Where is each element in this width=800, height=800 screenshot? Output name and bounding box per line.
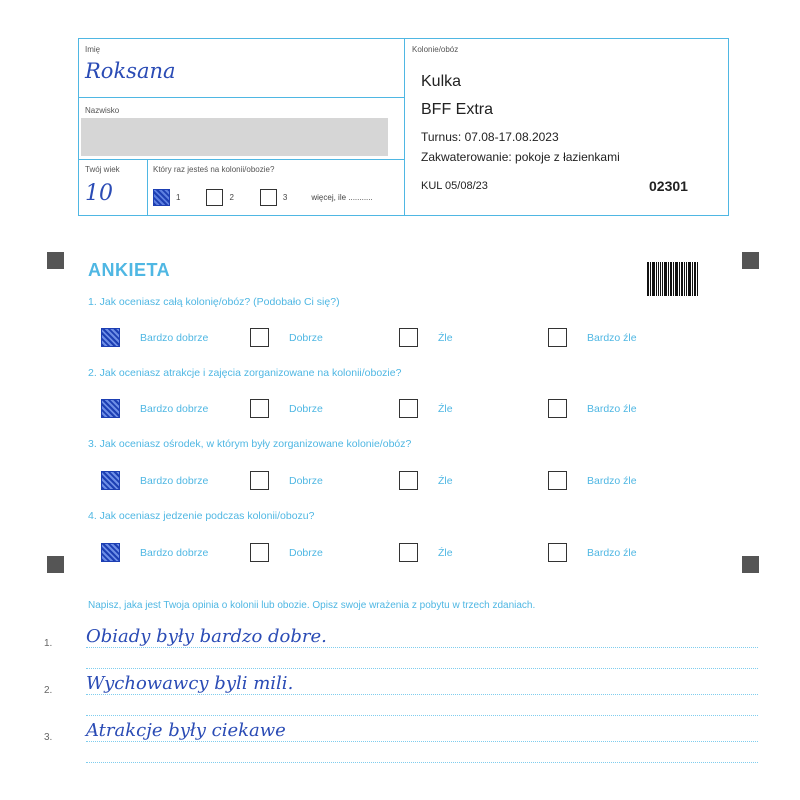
writing-line <box>86 668 758 669</box>
line-number: 2. <box>44 685 53 696</box>
checkbox[interactable] <box>548 471 567 490</box>
option-good[interactable] <box>250 328 323 347</box>
option-very-bad[interactable] <box>548 471 637 490</box>
times-checkbox-2[interactable] <box>206 189 223 206</box>
writing-line <box>86 741 758 742</box>
lodging-info: Zakwaterowanie: pokoje z łazienkami <box>421 150 620 164</box>
times-label: Który raz jesteś na kolonii/obozie? <box>153 165 275 174</box>
option-label: Dobrze <box>289 474 323 487</box>
divider <box>79 159 404 160</box>
times-checkbox-3[interactable] <box>260 189 277 206</box>
option-label: Bardzo źle <box>587 474 637 487</box>
option-label: Bardzo źle <box>587 402 637 415</box>
option-very-good[interactable] <box>101 543 208 562</box>
option-good[interactable] <box>250 399 323 418</box>
checkbox[interactable] <box>399 543 418 562</box>
option-label: Bardzo dobrze <box>140 331 209 344</box>
name-value[interactable]: Roksana <box>85 59 176 83</box>
times-options <box>153 185 373 209</box>
option-bad[interactable] <box>399 471 453 490</box>
option-label: Źle <box>438 474 453 487</box>
age-value[interactable]: 10 <box>85 181 113 206</box>
registration-mark <box>47 252 64 269</box>
checkbox[interactable] <box>250 328 269 347</box>
checkbox[interactable] <box>101 471 120 490</box>
question-text: 4. Jak oceniasz jedzenie podczas kolonii/obozu? <box>88 510 315 522</box>
times-checkbox-1[interactable] <box>153 189 170 206</box>
opinion-prompt: Napisz, jaka jest Twoja opinia o kolonii lub obozie. Opisz swoje wrażenia z pobytu w trzech zdaniach. <box>88 600 536 611</box>
opinion-sentence-3[interactable]: Atrakcje były ciekawe <box>86 720 286 741</box>
checkbox[interactable] <box>548 328 567 347</box>
divider <box>404 39 405 215</box>
option-good[interactable] <box>250 471 323 490</box>
checkbox[interactable] <box>548 543 567 562</box>
option-very-bad[interactable] <box>548 328 637 347</box>
option-bad[interactable] <box>399 328 453 347</box>
line-number: 1. <box>44 638 53 649</box>
checkbox[interactable] <box>250 399 269 418</box>
option-label: Bardzo źle <box>587 331 637 344</box>
option-label: Bardzo dobrze <box>140 402 209 415</box>
checkbox[interactable] <box>101 543 120 562</box>
camp-name: Kulka <box>421 73 462 90</box>
checkbox[interactable] <box>399 399 418 418</box>
registration-mark <box>742 556 759 573</box>
checkbox[interactable] <box>399 471 418 490</box>
name-label: Imię <box>85 45 101 54</box>
checkbox[interactable] <box>250 471 269 490</box>
registration-mark <box>742 252 759 269</box>
option-good[interactable] <box>250 543 323 562</box>
camp-code: KUL 05/08/23 <box>421 180 488 192</box>
checkbox[interactable] <box>101 399 120 418</box>
times-option-label: 2 <box>229 192 234 202</box>
surname-redacted-field[interactable] <box>81 118 388 156</box>
times-option-label: 3 <box>282 192 288 202</box>
option-very-good[interactable] <box>101 399 208 418</box>
opinion-sentence-2[interactable]: Wychowawcy byli mili. <box>86 673 294 694</box>
option-bad[interactable] <box>399 543 453 562</box>
checkbox[interactable] <box>548 399 567 418</box>
survey-title: ANKIETA <box>88 260 171 280</box>
form-number: 02301 <box>649 178 688 194</box>
option-label: Źle <box>438 546 453 559</box>
option-label: Dobrze <box>289 331 323 344</box>
option-label: Dobrze <box>289 546 323 559</box>
turnus-dates: Turnus: 07.08-17.08.2023 <box>421 130 559 144</box>
times-more-label: więcej, ile ........... <box>311 192 373 202</box>
divider <box>79 97 404 98</box>
option-label: Bardzo dobrze <box>140 474 209 487</box>
option-very-good[interactable] <box>101 328 208 347</box>
times-option-label: 1 <box>176 192 181 202</box>
age-label: Twój wiek <box>85 165 120 174</box>
option-label: Bardzo źle <box>587 546 637 559</box>
writing-line <box>86 647 758 648</box>
question-text: 1. Jak oceniasz całą kolonię/obóz? (Podobało Ci się?) <box>88 296 340 308</box>
camp-label: Kolonie/obóz <box>412 45 459 54</box>
option-very-bad[interactable] <box>548 399 637 418</box>
writing-line <box>86 762 758 763</box>
question-text: 3. Jak oceniasz ośrodek, w którym były zorganizowane kolonie/obóz? <box>88 438 412 450</box>
barcode <box>647 262 699 296</box>
registration-mark <box>47 556 64 573</box>
surname-label: Nazwisko <box>85 106 120 115</box>
checkbox[interactable] <box>250 543 269 562</box>
opinion-sentence-1[interactable]: Obiady były bardzo dobre. <box>86 626 327 647</box>
line-number: 3. <box>44 732 53 743</box>
writing-line <box>86 715 758 716</box>
option-bad[interactable] <box>399 399 453 418</box>
option-very-bad[interactable] <box>548 543 637 562</box>
option-label: Źle <box>438 402 453 415</box>
writing-line <box>86 694 758 695</box>
option-label: Dobrze <box>289 402 323 415</box>
question-text: 2. Jak oceniasz atrakcje i zajęcia zorganizowane na kolonii/obozie? <box>88 367 402 379</box>
checkbox[interactable] <box>101 328 120 347</box>
option-label: Bardzo dobrze <box>140 546 209 559</box>
option-label: Źle <box>438 331 453 344</box>
checkbox[interactable] <box>399 328 418 347</box>
option-very-good[interactable] <box>101 471 208 490</box>
divider <box>147 159 148 215</box>
header-form <box>78 38 729 216</box>
camp-subname: BFF Extra <box>421 101 494 118</box>
